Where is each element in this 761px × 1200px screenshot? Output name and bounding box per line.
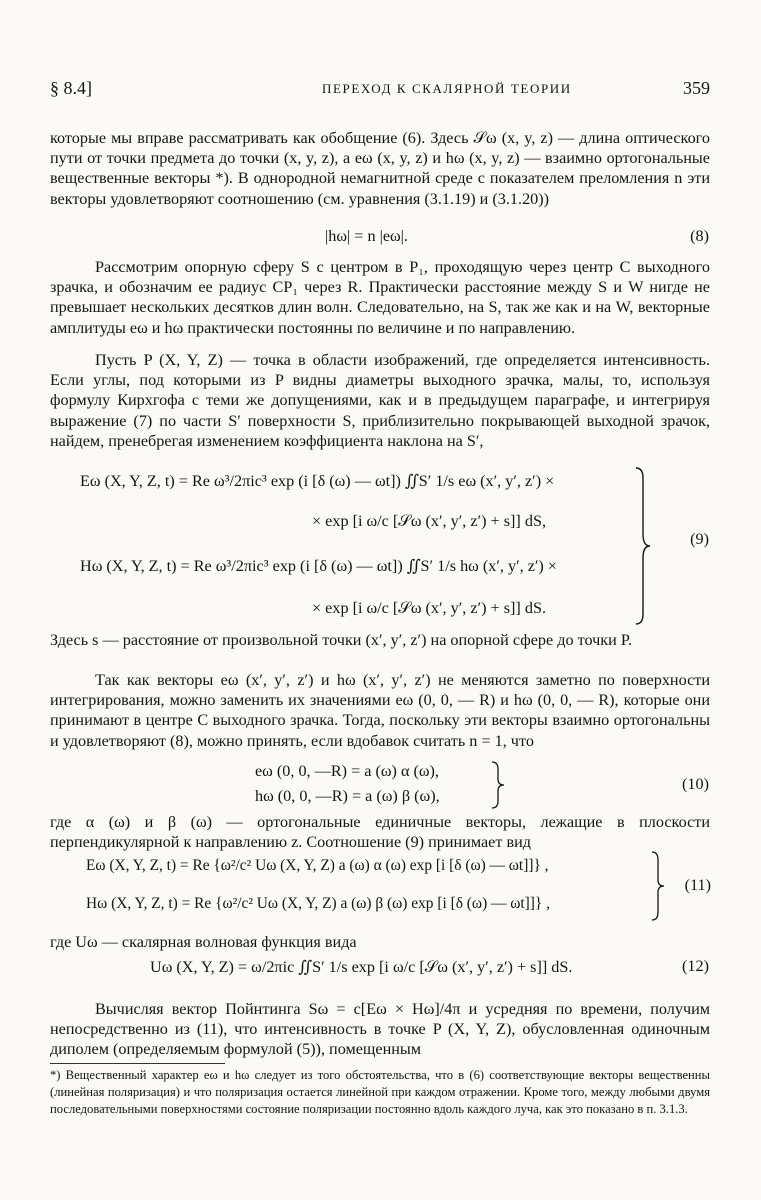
paragraph-6: где α (ω) и β (ω) — ортогональные единичные векторы, лежащие в плоскости перпендикулярной к направлению z. Соотношение (9) принимает вид (50, 813, 710, 852)
equation-12: Uω (X, Y, Z) = ω/2πic ∬S′ 1/s exp [i ω/c [𝒮ω (x′, y′, z′) + s]] dS. (150, 958, 573, 976)
equation-9-line-4: × exp [i ω/c [𝒮ω (x′, y′, z′) + s]] dS. (312, 599, 546, 617)
equation-10-line-1: eω (0, 0, —R) = a (ω) α (ω), (255, 762, 439, 780)
equation-9-line-2: × exp [i ω/c [𝒮ω (x′, y′, z′) + s]] dS, (312, 512, 546, 530)
page-header (50, 78, 710, 102)
equation-11-line-2: Hω (X, Y, Z, t) = Re {ω²/c² Uω (X, Y, Z) a (ω) β (ω) exp [i [δ (ω) — ωt]]} , (86, 895, 551, 912)
footnote: *) Вещественный характер eω и hω следует из того обстоятельства, что в (6) соответствующие векторы вещественны (линейная поляризация) и что поляризация остается линейной при каждом отражении. Кроме того, между любыми двумя последовательными поверхностями состояние поляризации постоянно вдоль каждого луча, как это показано в п. 3.1.3. (50, 1068, 710, 1116)
paragraph-5: Так как векторы eω (x′, y′, z′) и hω (x′, y′, z′) не меняются заметно по поверхности интегрирования, можно заменить их значениями eω (0, 0, — R) и hω (0, 0, — R), которые они принимают в центре C выходного зрачка. Тогда, поскольку эти векторы взаимно ортогональны и удовлетворяют (8), можно принять, если вдобавок считать n = 1, что (50, 671, 710, 750)
paragraph-2: Рассмотрим опорную сферу S с центром в P₁, проходящую через центр C выходного зрачка, и обозначим ее радиус CP₁ через R. Практически расстояние между S и W нигде не превышает нескольких десятков длин волн. Следовательно, на S, так же как и на W, векторные амплитуды eω и hω практически постоянны по величине и по направлению. (50, 258, 710, 337)
page-number: 359 (683, 78, 710, 98)
paragraph-1: которые мы вправе рассматривать как обобщение (6). Здесь 𝒮ω (x, y, z) — длина оптического пути от точки предмета до точки (x, y, z), а eω (x, y, z) и hω (x, y, z) — взаимно ортогональные вещественные векторы *). В однородной немагнитной среде с показателем преломления n эти векторы удовлетворяют соотношению (см. уравнения (3.1.19) и (3.1.20)) (50, 129, 710, 208)
equation-10-number: (10) (682, 775, 709, 793)
equation-9-brace (633, 466, 653, 626)
equation-12-number: (12) (682, 957, 709, 975)
equation-10-brace (490, 760, 506, 810)
paragraph-4: Здесь s — расстояние от произвольной точки (x′, y′, z′) на опорной сфере до точки P. (50, 631, 633, 649)
paragraph-3: Пусть P (X, Y, Z) — точка в области изображений, где определяется интенсивность. Если углы, под которыми из P видны диаметры выходного зрачка, малы, то, используя формулу Кирхгофа с теми же допущениями, как и в предыдущем параграфе, и интегрируя выражение (7) по части S′ поверхности S, приблизительно покрывающей выходной зрачок, найдем, пренебрегая изменением коэффициента наклона на S′, (50, 351, 710, 450)
equation-9-line-1: Eω (X, Y, Z, t) = Re ω³/2πic³ exp (i [δ (ω) — ωt]) ∬S′ 1/s eω (x′, y′, z′) × (80, 472, 555, 490)
equation-8-number: (8) (690, 227, 709, 245)
running-title: ПЕРЕХОД К СКАЛЯРНОЙ ТЕОРИИ (322, 81, 572, 96)
equation-9-line-3: Hω (X, Y, Z, t) = Re ω³/2πic³ exp (i [δ (ω) — ωt]) ∬S′ 1/s hω (x′, y′, z′) × (80, 557, 557, 575)
paragraph-7: где Uω — скалярная волновая функция вида (50, 933, 357, 951)
paragraph-8: Вычисляя вектор Пойнтинга Sω = c[Eω × Hω]/4π и усредняя по времени, получим непосредственно из (11), что интенсивность в точке P (X, Y, Z), обусловленная одиночным диполем (определяемым формулой (5)), помещенным (50, 1000, 710, 1059)
equation-9-number: (9) (690, 530, 709, 548)
equation-11-line-1: Eω (X, Y, Z, t) = Re {ω²/c² Uω (X, Y, Z) a (ω) α (ω) exp [i [δ (ω) — ωt]]} , (86, 857, 549, 874)
equation-8: |hω| = n |eω|. (325, 227, 408, 245)
footnote-rule (50, 1063, 225, 1064)
equation-11-number: (11) (684, 876, 711, 894)
equation-10-line-2: hω (0, 0, —R) = a (ω) β (ω), (255, 787, 440, 805)
equation-11-brace (650, 850, 666, 922)
section-number: § 8.4] (50, 78, 92, 98)
